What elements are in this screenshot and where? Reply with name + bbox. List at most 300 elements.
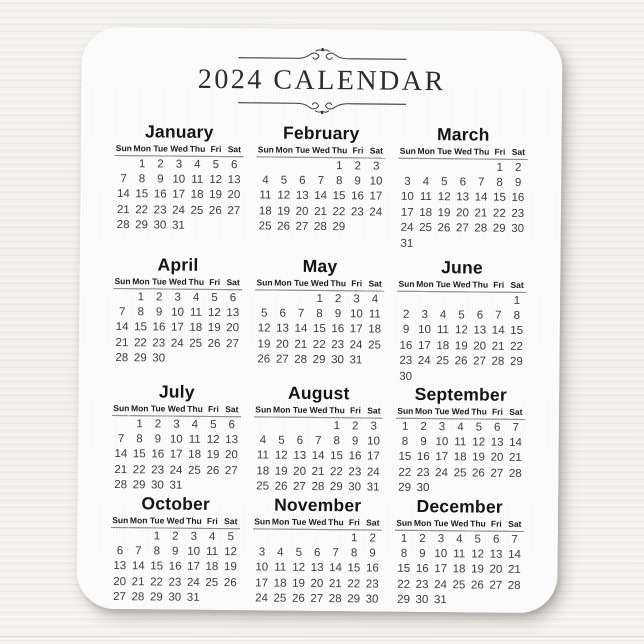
date-cell: 2 [402, 308, 410, 321]
date-cell: 6 [229, 291, 237, 304]
date-cell: 19 [209, 189, 222, 202]
weekday-label: Thu [330, 145, 349, 158]
date-cell: 29 [312, 354, 326, 367]
weekday-label: Mon [271, 517, 290, 530]
date-cell: 3 [190, 530, 198, 543]
week-row [112, 431, 241, 448]
date-cell: 16 [168, 561, 182, 574]
date-cell: 14 [115, 321, 129, 334]
weekday-label: Sun [113, 276, 132, 289]
date-cell: 13 [310, 562, 324, 575]
empty-date-cell [111, 528, 130, 544]
week-row [255, 352, 384, 369]
date-cell: 26 [257, 353, 271, 366]
date-cell: 8 [350, 547, 358, 560]
date-cell: 3 [353, 293, 360, 306]
date-cell: 2 [334, 292, 342, 305]
date-cell: 14 [311, 450, 325, 463]
month-block [395, 384, 525, 497]
weekday-label: Thu [188, 144, 207, 157]
date-cell: 22 [347, 578, 361, 591]
empty-date-cell [489, 292, 508, 308]
date-cell: 24 [255, 592, 268, 605]
week-row [114, 156, 243, 173]
date-cell: 28 [507, 579, 521, 592]
date-cell: 11 [368, 308, 381, 321]
date-cell: 27 [275, 353, 289, 366]
date-cell: 1 [153, 530, 161, 543]
date-cell: 19 [292, 577, 305, 590]
date-cell: 22 [150, 576, 163, 589]
month-grid-table [394, 518, 524, 609]
date-cell: 5 [474, 533, 482, 546]
weekday-label: Thu [187, 277, 206, 290]
date-cell: 13 [226, 307, 240, 320]
date-cell: 15 [150, 560, 164, 573]
date-cell: 22 [332, 205, 346, 219]
month-title: May [302, 255, 338, 277]
date-cell: 9 [171, 545, 179, 558]
date-cell: 4 [277, 546, 284, 559]
weekday-label: Thu [471, 279, 490, 292]
date-cell: 22 [329, 465, 343, 479]
empty-date-cell [222, 479, 241, 495]
date-cell: 21 [508, 452, 522, 465]
date-cell: 10 [400, 191, 414, 204]
date-cell: 8 [513, 309, 521, 323]
month-block [394, 496, 524, 609]
date-cell: 27 [310, 593, 324, 606]
date-cell: 10 [435, 436, 449, 449]
week-row [252, 576, 381, 593]
date-cell: 1 [401, 420, 409, 433]
week-row [253, 560, 382, 577]
date-cell: 9 [334, 308, 342, 321]
date-cell: 2 [352, 420, 359, 433]
date-cell: 22 [397, 578, 411, 591]
date-cell: 16 [365, 562, 379, 576]
empty-date-cell [168, 351, 187, 367]
empty-date-cell [506, 481, 525, 497]
date-cell: 26 [277, 220, 290, 233]
week-row [253, 545, 382, 562]
date-cell: 25 [205, 576, 219, 589]
empty-date-cell [452, 369, 471, 385]
date-cell: 29 [329, 481, 343, 494]
date-cell: 28 [328, 593, 342, 606]
week-row [111, 478, 240, 495]
flourish-top-icon [236, 46, 408, 64]
weekday-label: Fri [488, 407, 507, 420]
month-grid-table [398, 146, 528, 253]
date-cell: 17 [255, 577, 269, 590]
weekday-label: Sun [397, 279, 416, 292]
weekday-label: Fri [349, 145, 368, 158]
empty-date-cell [129, 528, 148, 544]
week-row [114, 218, 243, 235]
weekday-label: Mon [417, 146, 436, 159]
date-cell: 21 [491, 340, 505, 353]
date-cell: 1 [137, 290, 145, 304]
month-block [396, 257, 526, 385]
weekday-label: Sun [395, 518, 414, 531]
date-cell: 23 [153, 204, 167, 217]
date-cell: 14 [508, 548, 521, 562]
date-cell: 16 [351, 190, 364, 203]
date-cell: 27 [295, 221, 309, 234]
date-cell: 10 [172, 173, 186, 186]
date-cell: 19 [207, 322, 221, 335]
date-cell: 25 [256, 480, 270, 493]
date-cell: 20 [224, 449, 238, 462]
date-cell: 20 [226, 322, 240, 335]
date-cell: 30 [365, 593, 379, 606]
month-title: April [157, 254, 199, 275]
date-cell: 23 [511, 207, 525, 220]
date-cell: 25 [189, 337, 203, 350]
date-cell: 21 [114, 463, 128, 477]
date-cell: 11 [191, 173, 204, 186]
date-cell: 12 [277, 190, 291, 203]
date-cell: 31 [366, 481, 380, 494]
date-cell: 18 [419, 206, 433, 219]
empty-date-cell [486, 593, 505, 609]
date-cell: 15 [347, 562, 361, 575]
date-cell: 23 [168, 576, 182, 589]
week-row [113, 320, 242, 337]
date-cell: 3 [173, 418, 180, 431]
date-cell: 25 [453, 467, 467, 480]
date-cell: 12 [454, 324, 468, 337]
date-cell: 5 [211, 291, 218, 304]
weekday-label: Sun [112, 403, 131, 416]
empty-date-cell [398, 158, 417, 174]
empty-date-cell [434, 292, 453, 308]
date-cell: 18 [452, 563, 466, 576]
date-cell: 24 [400, 222, 414, 235]
week-row [395, 530, 524, 547]
calendar-header [81, 45, 563, 118]
month-grid-table [256, 144, 386, 235]
weekday-header-row [111, 515, 240, 529]
month-title: September [414, 383, 508, 405]
weekday-label: Tue [149, 403, 168, 416]
date-cell: 29 [492, 222, 506, 236]
empty-date-cell [272, 417, 291, 433]
weekday-header-row [396, 406, 525, 420]
date-cell: 19 [472, 451, 486, 465]
weekday-label: Sun [115, 143, 134, 156]
month-title: August [287, 382, 350, 404]
date-cell: 15 [134, 321, 148, 334]
weekday-label: Wed [308, 517, 327, 530]
date-cell: 6 [230, 158, 238, 171]
date-cell: 12 [437, 191, 451, 204]
weekday-label: Wed [170, 144, 189, 157]
weekday-label: Thu [469, 518, 488, 531]
date-cell: 16 [399, 339, 413, 352]
date-cell: 31 [400, 237, 414, 250]
date-cell: 9 [402, 324, 410, 337]
date-cell: 1 [400, 532, 408, 545]
date-cell: 19 [206, 449, 220, 462]
week-row [112, 416, 241, 433]
empty-date-cell [416, 291, 435, 307]
month-title: July [158, 381, 195, 402]
date-cell: 21 [116, 203, 130, 217]
date-cell: 4 [457, 421, 464, 434]
empty-date-cell [487, 481, 506, 497]
weekday-label: Wed [309, 405, 328, 418]
date-cell: 20 [295, 205, 309, 218]
week-row [111, 462, 240, 479]
week-row [395, 480, 524, 497]
date-cell: 5 [441, 176, 448, 189]
date-cell: 30 [416, 482, 430, 495]
date-cell: 9 [354, 175, 361, 188]
month-block [252, 494, 382, 607]
empty-date-cell [327, 530, 346, 546]
date-cell: 2 [369, 532, 376, 545]
date-cell: 29 [397, 594, 410, 607]
date-cell: 11 [454, 436, 467, 449]
empty-date-cell [454, 159, 473, 175]
date-cell: 6 [228, 418, 236, 431]
date-cell: 2 [157, 158, 164, 171]
month-title: December [416, 495, 503, 517]
date-cell: 3 [421, 309, 428, 322]
date-cell: 4 [439, 309, 447, 322]
week-row [111, 543, 240, 560]
weekday-label: Fri [204, 404, 223, 417]
date-cell: 14 [131, 560, 145, 573]
empty-date-cell [433, 369, 452, 385]
date-cell: 9 [155, 306, 163, 319]
week-row [394, 577, 523, 594]
date-cell: 15 [510, 325, 524, 338]
empty-date-cell [450, 593, 469, 609]
date-cell: 1 [336, 159, 343, 172]
date-cell: 2 [514, 161, 522, 174]
week-row [256, 188, 385, 205]
date-cell: 21 [507, 564, 521, 577]
empty-date-cell [309, 417, 328, 433]
date-cell: 26 [206, 464, 220, 477]
date-cell: 25 [273, 592, 287, 605]
month-title: March [436, 124, 490, 145]
date-cell: 22 [132, 464, 146, 477]
week-row [255, 337, 384, 354]
empty-date-cell [291, 417, 310, 433]
weekday-label: Fri [491, 147, 510, 160]
date-cell: 1 [513, 294, 521, 307]
weekday-label: Tue [290, 517, 309, 530]
date-cell: 16 [153, 188, 167, 201]
week-row [253, 464, 382, 481]
empty-date-cell [366, 220, 385, 236]
week-row [254, 417, 383, 434]
weekday-label: Thu [328, 405, 347, 418]
weekday-label: Sat [223, 404, 242, 417]
empty-date-cell [416, 236, 435, 252]
weekday-header-row [254, 404, 383, 418]
weekday-label: Fri [345, 517, 364, 530]
empty-date-cell [451, 481, 470, 497]
date-cell: 8 [335, 175, 343, 188]
date-cell: 30 [348, 481, 362, 494]
week-row [111, 528, 240, 545]
date-cell: 31 [349, 354, 363, 367]
week-row [111, 559, 240, 576]
week-row [398, 220, 527, 237]
date-cell: 9 [154, 433, 162, 446]
months-grid [110, 121, 528, 609]
empty-date-cell [470, 369, 489, 385]
weekday-label: Mon [272, 405, 291, 418]
date-cell: 27 [489, 579, 503, 592]
weekday-header-row [112, 403, 241, 417]
date-cell: 30 [511, 223, 525, 236]
empty-date-cell [435, 236, 454, 252]
date-cell: 15 [312, 323, 326, 336]
empty-date-cell [112, 416, 131, 432]
date-cell: 26 [291, 592, 305, 606]
empty-date-cell [185, 478, 204, 494]
month-block [253, 382, 383, 495]
date-cell: 26 [454, 355, 468, 368]
date-cell: 27 [227, 204, 241, 218]
date-cell: 9 [419, 548, 426, 561]
date-cell: 21 [294, 338, 308, 351]
weekday-label: Tue [291, 405, 310, 418]
weekday-label: Wed [454, 146, 473, 159]
weekday-label: Tue [151, 143, 170, 156]
date-cell: 9 [351, 435, 359, 448]
date-cell: 17 [435, 451, 449, 464]
month-title: October [141, 493, 211, 514]
week-row [396, 450, 525, 467]
date-cell: 10 [169, 433, 183, 446]
date-cell: 22 [398, 466, 412, 479]
weekday-label: Fri [205, 277, 224, 290]
date-cell: 25 [258, 220, 272, 233]
weekday-header-row [113, 276, 242, 290]
empty-date-cell [224, 219, 243, 235]
date-cell: 4 [371, 293, 379, 306]
week-row [253, 479, 382, 496]
date-cell: 26 [223, 576, 237, 590]
date-cell: 13 [295, 190, 309, 203]
date-cell: 7 [477, 176, 485, 189]
weekday-label: Mon [133, 143, 152, 156]
weekday-label: Tue [432, 518, 451, 531]
date-cell: 13 [113, 560, 127, 573]
date-cell: 18 [453, 451, 467, 464]
date-cell: 6 [313, 547, 321, 560]
week-row [256, 173, 385, 190]
date-cell: 5 [227, 530, 234, 543]
date-cell: 3 [437, 532, 445, 545]
date-cell: 7 [315, 435, 322, 448]
weekday-label: Tue [293, 145, 312, 158]
wood-plank-seam [0, 636, 644, 640]
weekday-label: Mon [132, 276, 151, 289]
date-cell: 24 [369, 206, 383, 219]
week-row [397, 353, 526, 370]
date-cell: 18 [190, 189, 204, 202]
month-block [112, 254, 242, 382]
date-cell: 25 [187, 464, 201, 477]
date-cell: 11 [419, 191, 432, 204]
weekday-label: Thu [470, 406, 489, 419]
empty-date-cell [505, 593, 524, 609]
date-cell: 31 [433, 594, 447, 607]
empty-date-cell [223, 352, 242, 368]
date-cell: 27 [226, 337, 239, 351]
week-row [395, 465, 524, 482]
weekday-label: Sat [224, 277, 243, 290]
date-cell: 10 [418, 324, 431, 337]
week-row [397, 338, 526, 355]
date-cell: 13 [293, 450, 307, 463]
weekday-label: Mon [129, 515, 148, 528]
date-cell: 17 [187, 561, 200, 574]
date-cell: 31 [171, 219, 185, 232]
date-cell: 5 [278, 434, 285, 447]
weekday-label: Mon [130, 403, 149, 416]
date-cell: 29 [135, 219, 148, 232]
date-cell: 26 [437, 222, 451, 235]
weekday-label: Sun [111, 515, 130, 528]
month-grid-table [395, 406, 525, 497]
date-cell: 17 [417, 339, 431, 352]
date-cell: 30 [152, 352, 166, 365]
date-cell: 28 [313, 221, 327, 234]
week-row [398, 174, 527, 191]
date-cell: 30 [151, 479, 164, 492]
weekday-label: Tue [292, 278, 311, 291]
empty-date-cell [114, 156, 133, 172]
date-cell: 7 [512, 421, 520, 434]
date-cell: 12 [274, 450, 288, 463]
date-cell: 9 [157, 173, 164, 186]
date-cell: 11 [436, 324, 449, 337]
week-row [110, 574, 239, 591]
week-row [256, 219, 385, 236]
date-cell: 10 [349, 308, 363, 321]
weekday-label: Sun [253, 516, 272, 529]
week-row [256, 157, 385, 174]
date-cell: 20 [113, 575, 127, 589]
weekday-header-row [253, 516, 382, 530]
month-grid-table [114, 143, 244, 234]
date-cell: 20 [489, 564, 503, 577]
week-row [113, 289, 242, 306]
weekday-label: Sun [399, 146, 418, 159]
weekday-label: Tue [433, 406, 452, 419]
month-grid-table [111, 403, 241, 494]
date-cell: 19 [277, 205, 291, 218]
date-cell: 3 [174, 291, 181, 304]
date-cell: 25 [436, 355, 450, 368]
date-cell: 2 [172, 530, 179, 543]
date-cell: 6 [459, 176, 467, 189]
date-cell: 24 [169, 464, 183, 477]
date-cell: 23 [399, 355, 413, 368]
weekday-label: Tue [148, 515, 167, 528]
date-cell: 26 [208, 204, 222, 217]
date-cell: 6 [116, 545, 124, 558]
